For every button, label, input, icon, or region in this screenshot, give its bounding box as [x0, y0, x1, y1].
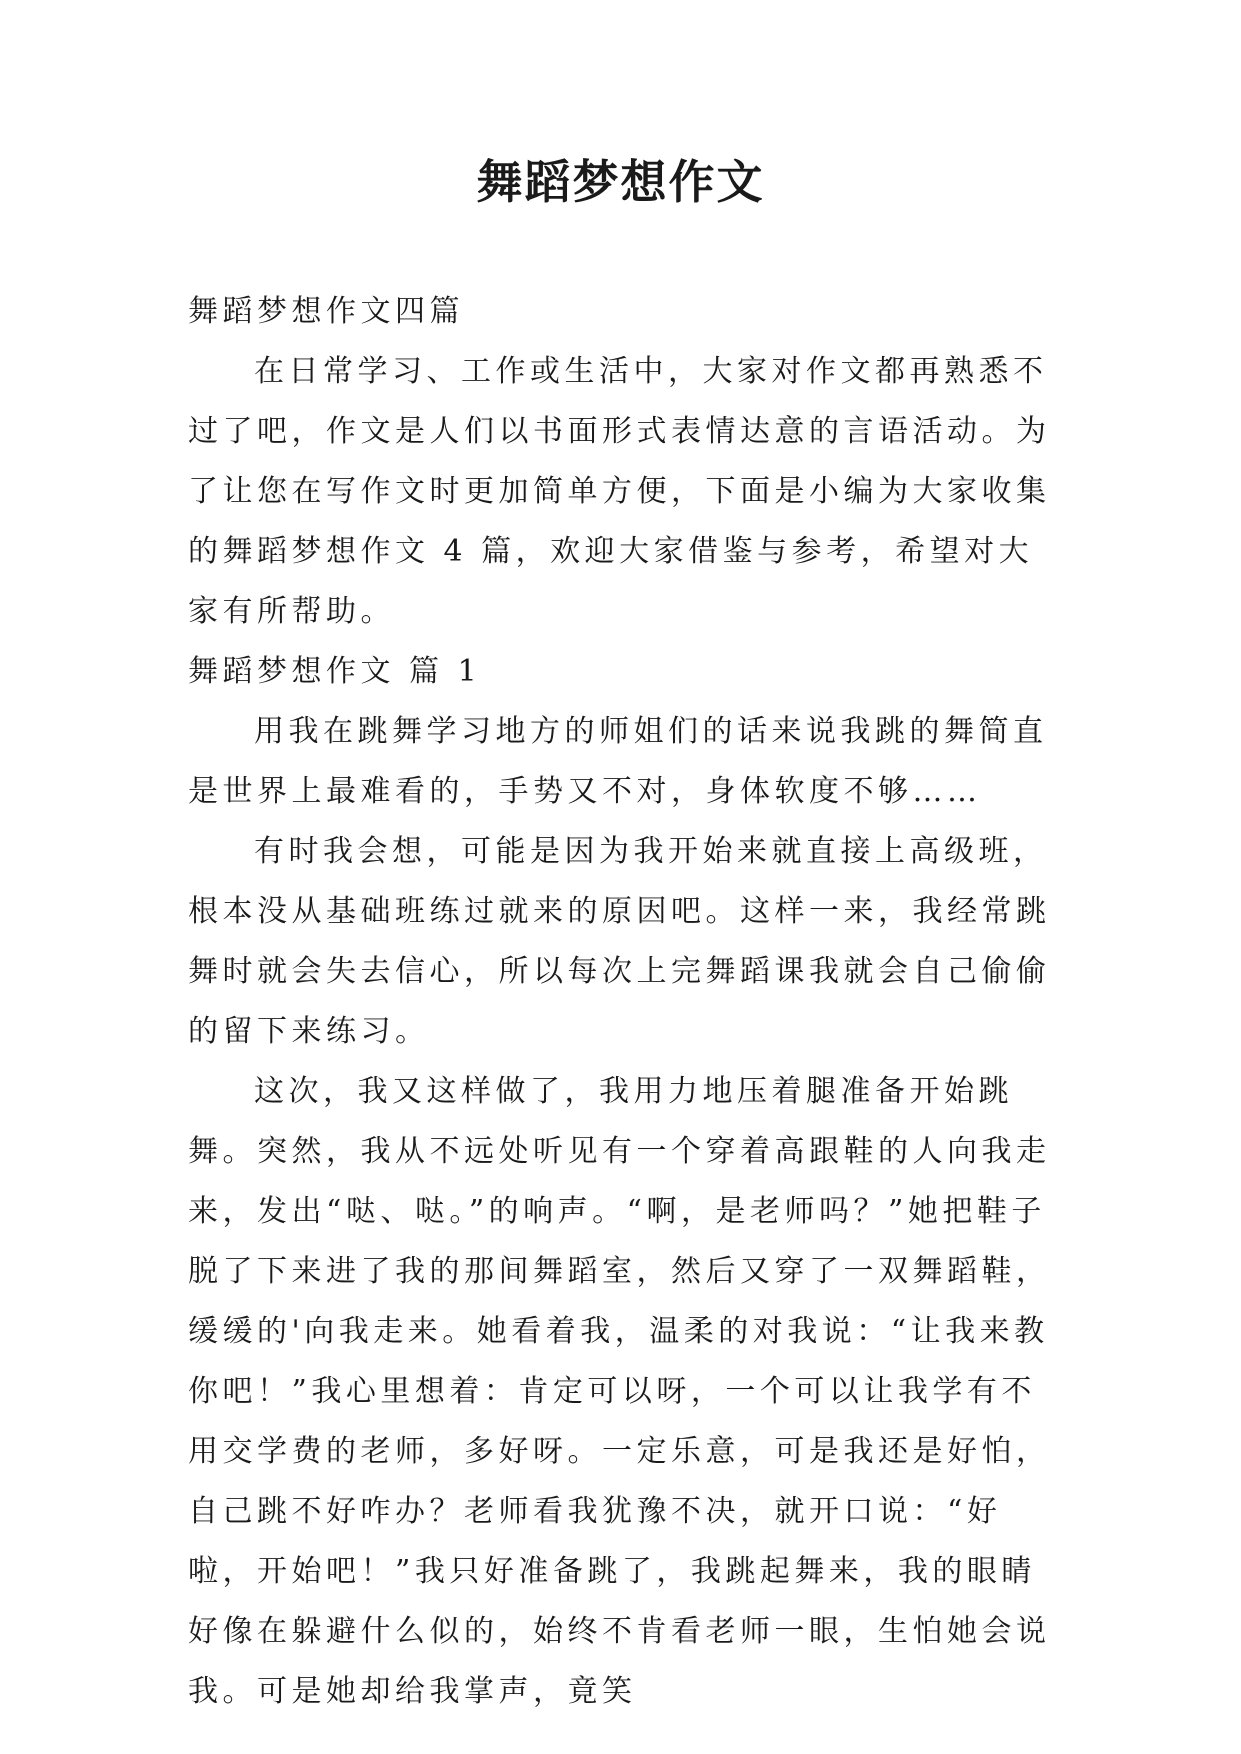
section-heading: 舞蹈梦想作文 篇 1 [188, 654, 482, 689]
paragraph: 有时我会想，可能是因为我开始来就直接上高级班，根本没从基础班练过就来的原因吧。这样一来，我经常跳舞时就会失去信心，所以每次上完舞蹈课我就会自己偷偷的留下来练习。 [188, 834, 1051, 1049]
paragraph: 在日常学习、工作或生活中，大家对作文都再熟悉不过了吧，作文是人们以书面形式表情达意的言语活动。为了让您在写作文时更加简单方便，下面是小编为大家收集的舞蹈梦想作文 4 篇，欢迎大家借鉴与参考，希望对大家有所帮助。 [188, 354, 1051, 629]
paragraph: 这次，我又这样做了，我用力地压着腿准备开始跳舞。突然，我从不远处听见有一个穿着高跟鞋的人向我走来，发出“哒、哒。”的响声。“啊，是老师吗？”她把鞋子脱了下来进了我的那间舞蹈室，然后又穿了一双舞蹈鞋，缓缓的'向我走来。她看着我，温柔的对我说：“让我来教你吧！”我心里想着：肯定可以呀，一个可以让我学有不用交学费的老师，多好呀。一定乐意，可是我还是好怕，自己跳不好咋办？老师看我犹豫不决，就开口说：“好啦，开始吧！”我只好准备跳了，我跳起舞来，我的眼睛好像在躲避什么似的，始终不肯看老师一眼，生怕她会说我。可是她却给我掌声，竟笑 [188, 1074, 1051, 1709]
document-title: 舞蹈梦想作文 [476, 155, 765, 209]
paragraph: 舞蹈梦想作文四篇 [188, 294, 464, 329]
paragraph: 用我在跳舞学习地方的师姐们的话来说我跳的舞简直是世界上最难看的，手势又不对，身体软度不够…… [188, 714, 1048, 809]
document-body [188, 282, 1058, 1722]
